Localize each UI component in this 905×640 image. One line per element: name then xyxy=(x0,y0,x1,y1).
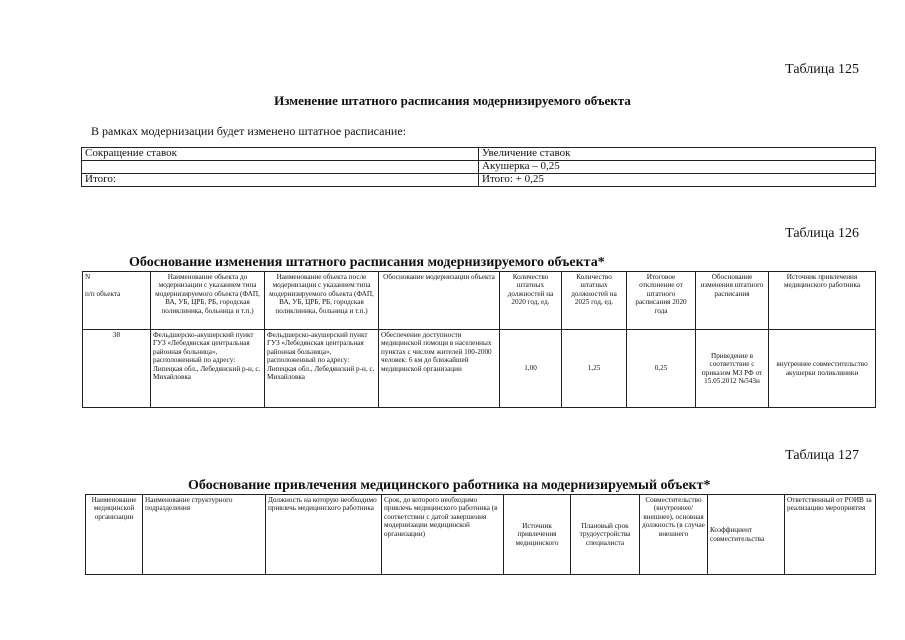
table-cell: 38 xyxy=(83,330,151,408)
table-header-cell: Обоснование модернизации объекта xyxy=(379,272,500,330)
table-cell: Приведение в соответствие с приказом МЗ РФ от 15.05.2012 №543н xyxy=(696,330,769,408)
table-header-row xyxy=(83,272,876,330)
table-125-label: Таблица 125 xyxy=(785,62,859,77)
table-127-label: Таблица 127 xyxy=(785,448,859,463)
table-header-cell: Совместительство (внутреннее/внешнее), основная должность (в случае внешнего xyxy=(640,495,708,575)
table-header-cell: Наименование медицинской организации xyxy=(86,495,143,575)
table-header-cell: Обоснование изменения штатного расписания xyxy=(696,272,769,330)
table-cell: Акушерка – 0,25 xyxy=(479,161,876,174)
table-125 xyxy=(81,147,876,187)
table-header-cell: Количество штатных должностей на 2025 год, ед. xyxy=(562,272,627,330)
table-cell: Итого: + 0,25 xyxy=(479,174,876,187)
table-header-cell: Количество штатных должностей на 2020 год, ед. xyxy=(500,272,562,330)
table-header-cell: N п/п объекта xyxy=(83,272,151,330)
table-header-cell: Источник привлечения медицинского xyxy=(504,495,571,575)
table-126-heading: Обоснование изменения штатного расписания модернизируемого объекта* xyxy=(129,255,605,270)
table-header-row xyxy=(86,495,876,575)
table-cell: Сокращение ставок xyxy=(82,148,479,161)
table-header-cell: Наименование объекта после модернизации с указанием типа модернизируемого объекта (ФАП, ВА, УБ, ЦРБ, РБ, городская поликлиника, больница и т.п.) xyxy=(265,272,379,330)
table-row xyxy=(82,148,876,161)
table-header-cell: Источник привлечения медицинского работника xyxy=(769,272,876,330)
table-header-cell: Наименование структурного подразделения xyxy=(143,495,266,575)
table-cell: Обеспечение доступности медицинской помощи в населенных пунктах с числом жителей 100-2000 человек: 6 км до ближайшей медицинской организации xyxy=(379,330,500,408)
table-125-heading: Изменение штатного расписания модернизируемого объекта xyxy=(274,93,631,108)
table-126-label: Таблица 126 xyxy=(785,226,859,241)
table-125-intro: В рамках модернизации будет изменено штатное расписание: xyxy=(91,124,406,138)
table-cell: Увеличение ставок xyxy=(479,148,876,161)
table-cell: Фельдшерско-акушерский пункт ГУЗ «Лебедянская центральная районная больница», расположенный по адресу: Липецкая обл., Лебедянский р-н, с. Михайловка xyxy=(151,330,265,408)
table-header-cell: Плановый срок трудоустройства специалиста xyxy=(571,495,640,575)
table-row xyxy=(82,174,876,187)
table-cell: Фельдшерско-акушерский пункт ГУЗ «Лебедянская центральная районная больница», расположенный по адресу: Липецкая обл., Лебедянский р-н, с. Михайловка xyxy=(265,330,379,408)
table-cell xyxy=(82,161,479,174)
table-cell: 0,25 xyxy=(627,330,696,408)
table-cell: Итого: xyxy=(82,174,479,187)
table-127-heading: Обоснование привлечения медицинского работника на модернизируемый объект* xyxy=(188,478,711,493)
table-header-cell: Итоговое отклонение от штатного расписания 2020 года xyxy=(627,272,696,330)
table-cell: внутреннее совместительство акушерки поликлиники xyxy=(769,330,876,408)
table-row xyxy=(82,161,876,174)
table-127 xyxy=(85,494,876,575)
table-cell: 1,00 xyxy=(500,330,562,408)
table-row xyxy=(83,330,876,408)
table-cell: 1,25 xyxy=(562,330,627,408)
table-header-cell: Должность на которую необходимо привлечь медицинского работника xyxy=(266,495,382,575)
table-header-cell: Коэффициент совместительства xyxy=(708,495,785,575)
table-126 xyxy=(82,271,876,408)
table-header-cell: Наименование объекта до модернизации с указанием типа модернизируемого объекта (ФАП, ВА, УБ, ЦРБ, РБ, городская поликлиника, больница и т.п.) xyxy=(151,272,265,330)
table-header-cell: Срок, до которого необходимо привлечь медицинского работника (в соответствии с датой завершения модернизации медицинской организации) xyxy=(382,495,504,575)
table-header-cell: Ответственный от РОИВ за реализацию мероприятия xyxy=(785,495,876,575)
